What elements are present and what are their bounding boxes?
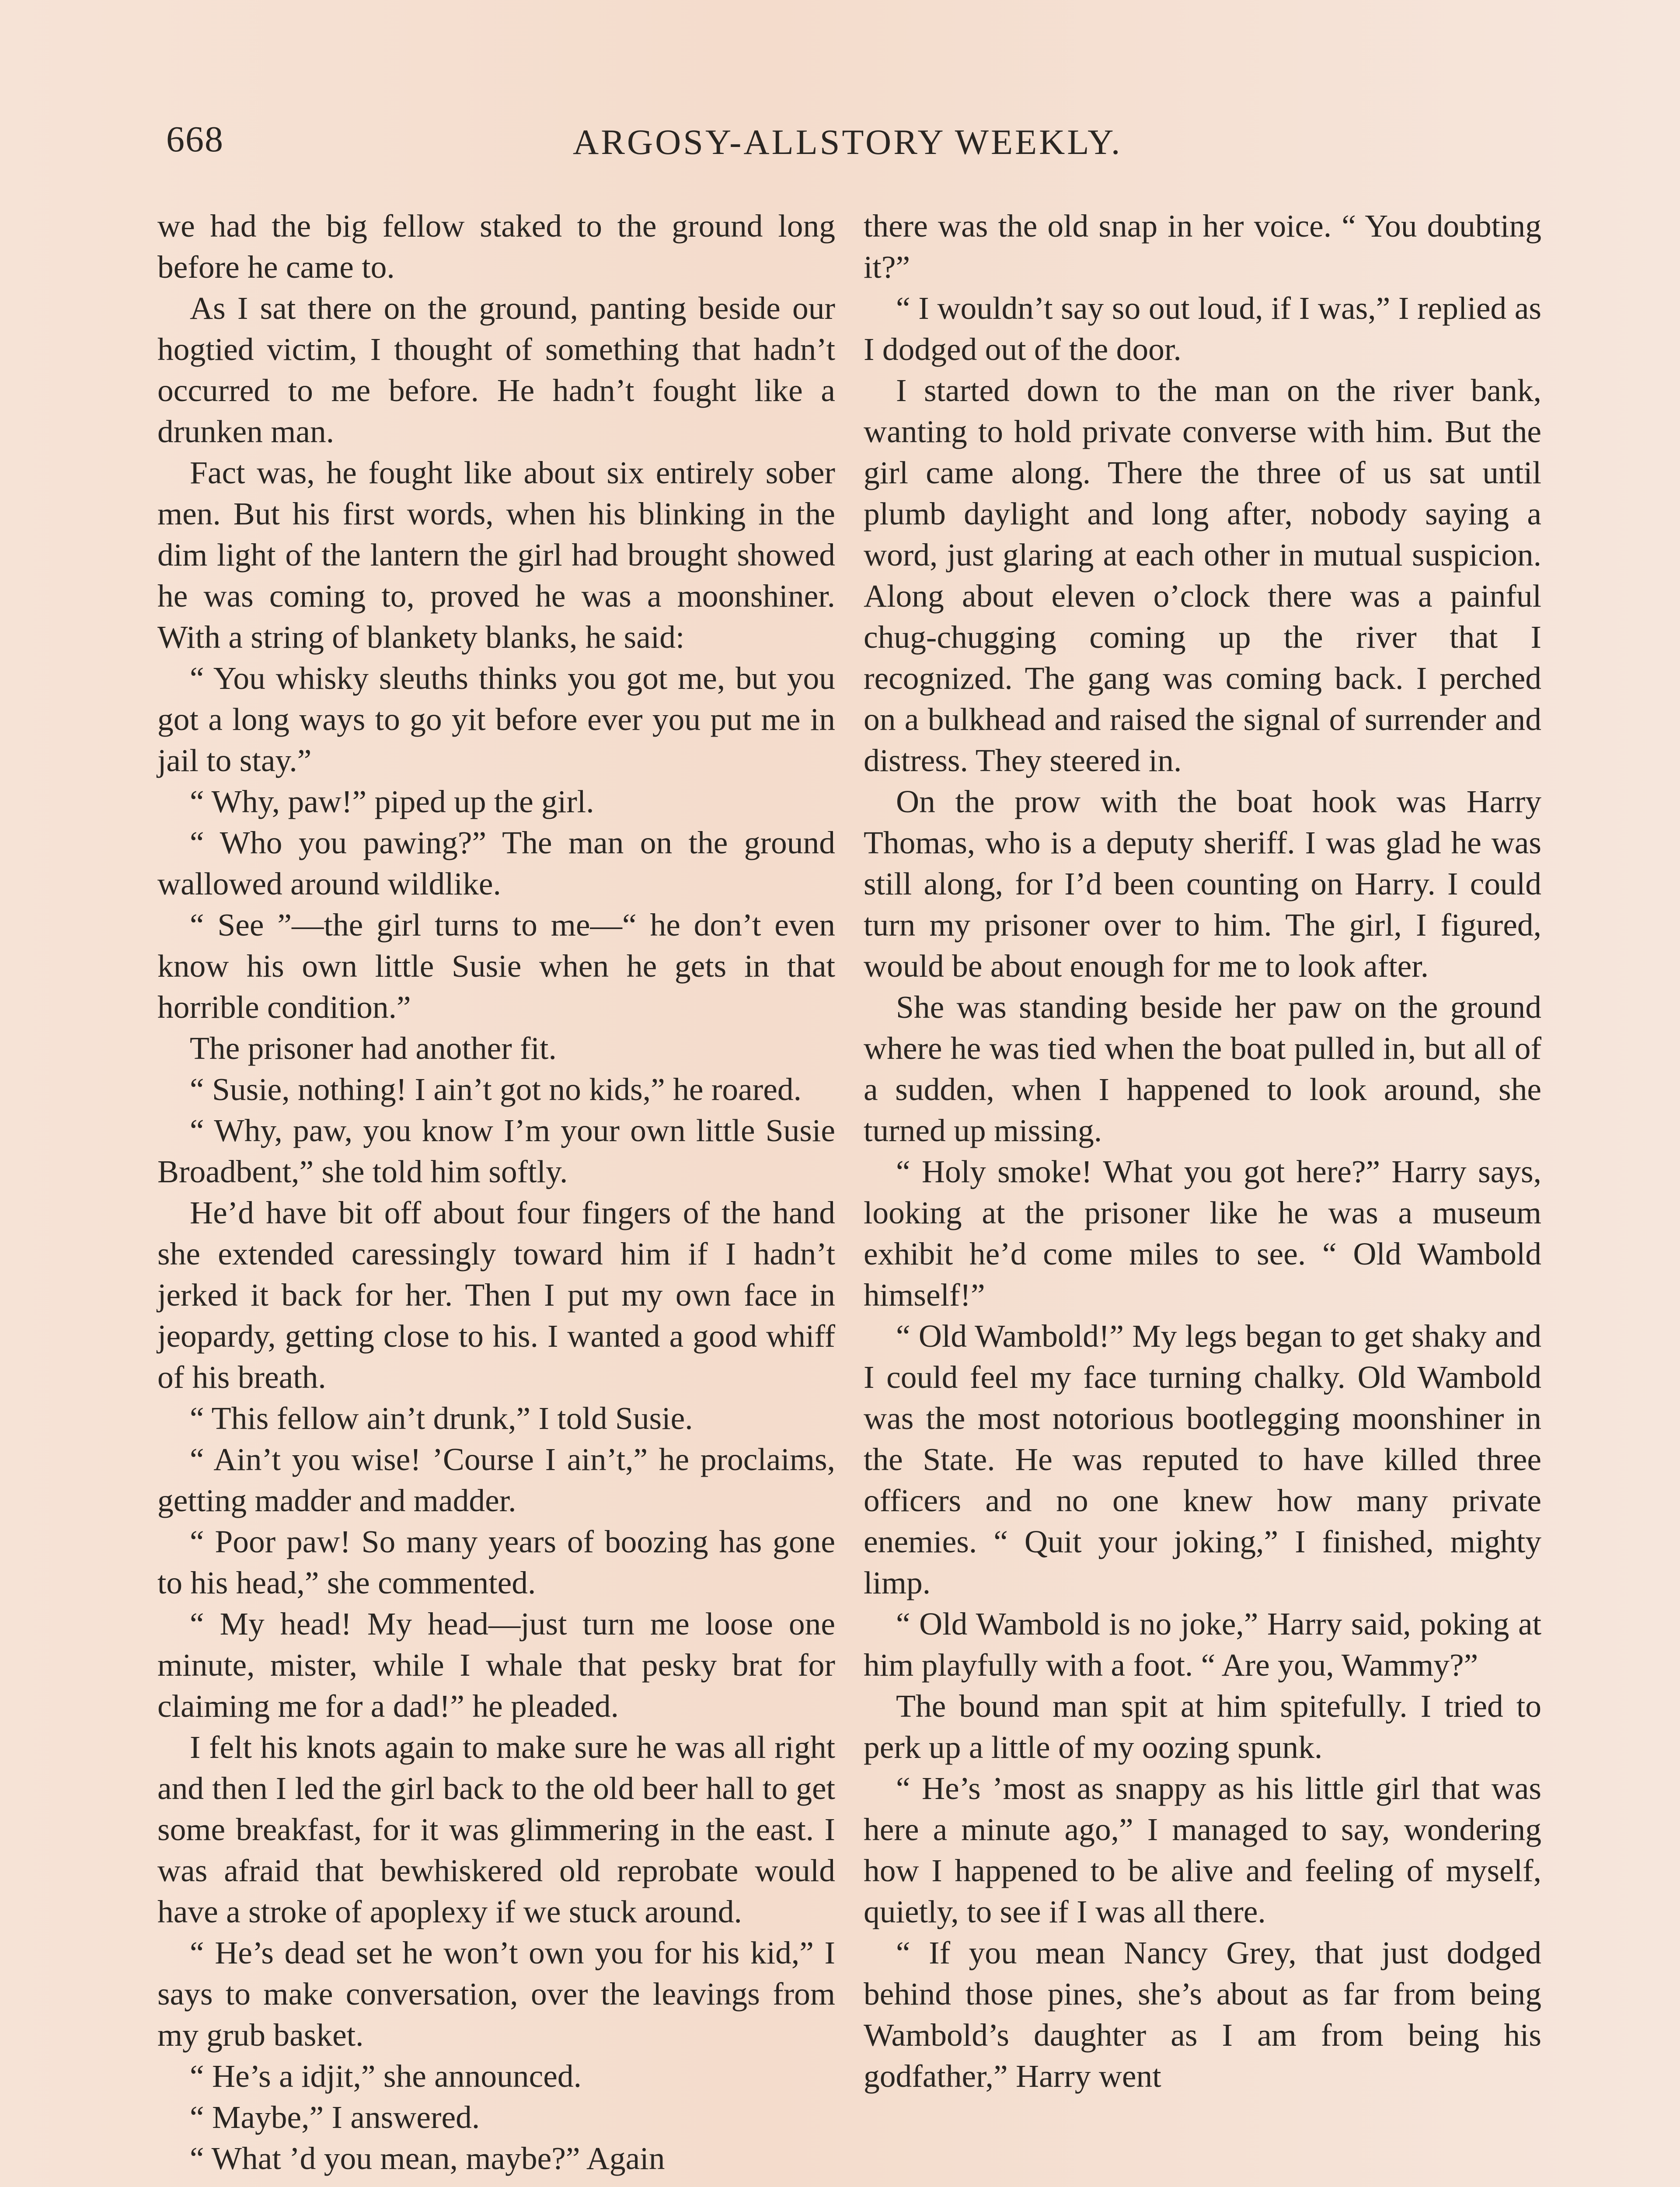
paragraph: “ This fellow ain’t drunk,” I told Susie. <box>190 1401 693 1436</box>
paragraph: we had the big fellow staked to the ground long before he came to. <box>157 208 835 285</box>
running-title: ARGOSY-ALLSTORY WEEKLY. <box>573 122 1122 162</box>
paragraph: I started down to the man on the river bank, wanting to hold private converse with him. But the girl came along. There the three of us sat until plumb daylight and long after, nobody saying a word, just glaring at each other in mutual suspicion. Along about eleven o’clock there was a painful chug-chugging coming up the river that I recognized. The gang was coming back. I perched on a bulkhead and raised the signal of surrender and distress. They steered in. <box>864 373 1541 778</box>
paragraph: “ I wouldn’t say so out loud, if I was,” I replied as I dodged out of the door. <box>864 290 1541 367</box>
paragraph: “ See ”—the girl turns to me—“ he don’t even know his own little Susie when he gets in that horrible condition.” <box>157 907 835 1025</box>
paragraph: “ If you mean Nancy Grey, that just dodged behind those pines, she’s about as far from being Wambold’s daughter as I am from being his godfather,” Harry went <box>864 1935 1541 2094</box>
paragraph: She was standing beside her paw on the ground where he was tied when the boat pulled in, but all of a sudden, when I happened to look around, she turned up missing. <box>864 989 1541 1148</box>
paragraph: The prisoner had another fit. <box>190 1031 557 1066</box>
paragraph: “ Why, paw, you know I’m your own little Susie Broadbent,” she told him softly. <box>157 1113 835 1189</box>
right-text-column <box>864 206 1541 2097</box>
paragraph: “ He’s a idjit,” she announced. <box>190 2058 582 2094</box>
paragraph: On the prow with the boat hook was Harry Thomas, who is a deputy sheriff. I was glad he was still along, for I’d been counting on Harry. I could turn my prisoner over to him. The girl, I figured, would be about enough for me to look after. <box>864 784 1541 984</box>
paragraph: As I sat there on the ground, panting beside our hogtied victim, I thought of something that hadn’t occurred to me before. He hadn’t fought like a drunken man. <box>157 290 835 449</box>
paragraph: “ Old Wambold is no joke,” Harry said, poking at him playfully with a foot. “ Are you, Wammy?” <box>864 1606 1541 1683</box>
paragraph: “ Ain’t you wise! ’Course I ain’t,” he proclaims, getting madder and madder. <box>157 1442 835 1518</box>
paragraph: “ Poor paw! So many years of boozing has gone to his head,” she commented. <box>157 1524 835 1600</box>
paragraph: “ Why, paw!” piped up the girl. <box>190 784 594 819</box>
paragraph: “ You whisky sleuths thinks you got me, but you got a long ways to go yit before ever you put me in jail to stay.” <box>157 660 835 778</box>
paragraph: “ Old Wambold!” My legs began to get shaky and I could feel my face turning chalky. Old Wambold was the most notorious bootlegging moonshiner in the State. He was reputed to have killed three officers and no one knew how many private enemies. “ Quit your joking,” I finished, mighty limp. <box>864 1318 1541 1600</box>
paragraph: The bound man spit at him spitefully. I tried to perk up a little of my oozing spunk. <box>864 1688 1541 1765</box>
page-number: 668 <box>166 119 224 160</box>
paragraph: there was the old snap in her voice. “ You doubting it?” <box>864 208 1541 285</box>
paragraph: Fact was, he fought like about six entirely sober men. But his first words, when his blinking in the dim light of the lantern the girl had brought showed he was coming to, proved he was a moonshiner. With a string of blankety blanks, he said: <box>157 455 835 655</box>
paragraph: I felt his knots again to make sure he was all right and then I led the girl back to the old beer hall to get some breakfast, for it was glimmering in the east. I was afraid that bewhiskered old reprobate would have a stroke of apoplexy if we stuck around. <box>157 1729 835 1929</box>
paragraph: “ Susie, nothing! I ain’t got no kids,” he roared. <box>190 1072 802 1107</box>
paragraph: “ He’s ’most as snappy as his little girl that was here a minute ago,” I managed to say, wondering how I happened to be alive and feeling of myself, quietly, to see if I was all there. <box>864 1771 1541 1929</box>
paragraph: “ My head! My head—just turn me loose one minute, mister, while I whale that pesky brat for claiming me for a dad!” he pleaded. <box>157 1606 835 1724</box>
paragraph: “ He’s dead set he won’t own you for his kid,” I says to make conversation, over the leavings from my grub basket. <box>157 1935 835 2053</box>
paragraph: “ Holy smoke! What you got here?” Harry says, looking at the prisoner like he was a museum exhibit he’d come miles to see. “ Old Wambold himself!” <box>864 1154 1541 1313</box>
paragraph: “ Who you pawing?” The man on the ground wallowed around wildlike. <box>157 825 835 901</box>
paragraph: He’d have bit off about four fingers of the hand she extended caressingly toward him if I hadn’t jerked it back for her. Then I put my own face in jeopardy, getting close to his. I wanted a good whiff of his breath. <box>157 1195 835 1395</box>
left-text-column <box>157 206 835 2179</box>
paragraph: “ What ’d you mean, maybe?” Again <box>190 2141 665 2176</box>
paragraph: “ Maybe,” I answered. <box>190 2100 480 2135</box>
